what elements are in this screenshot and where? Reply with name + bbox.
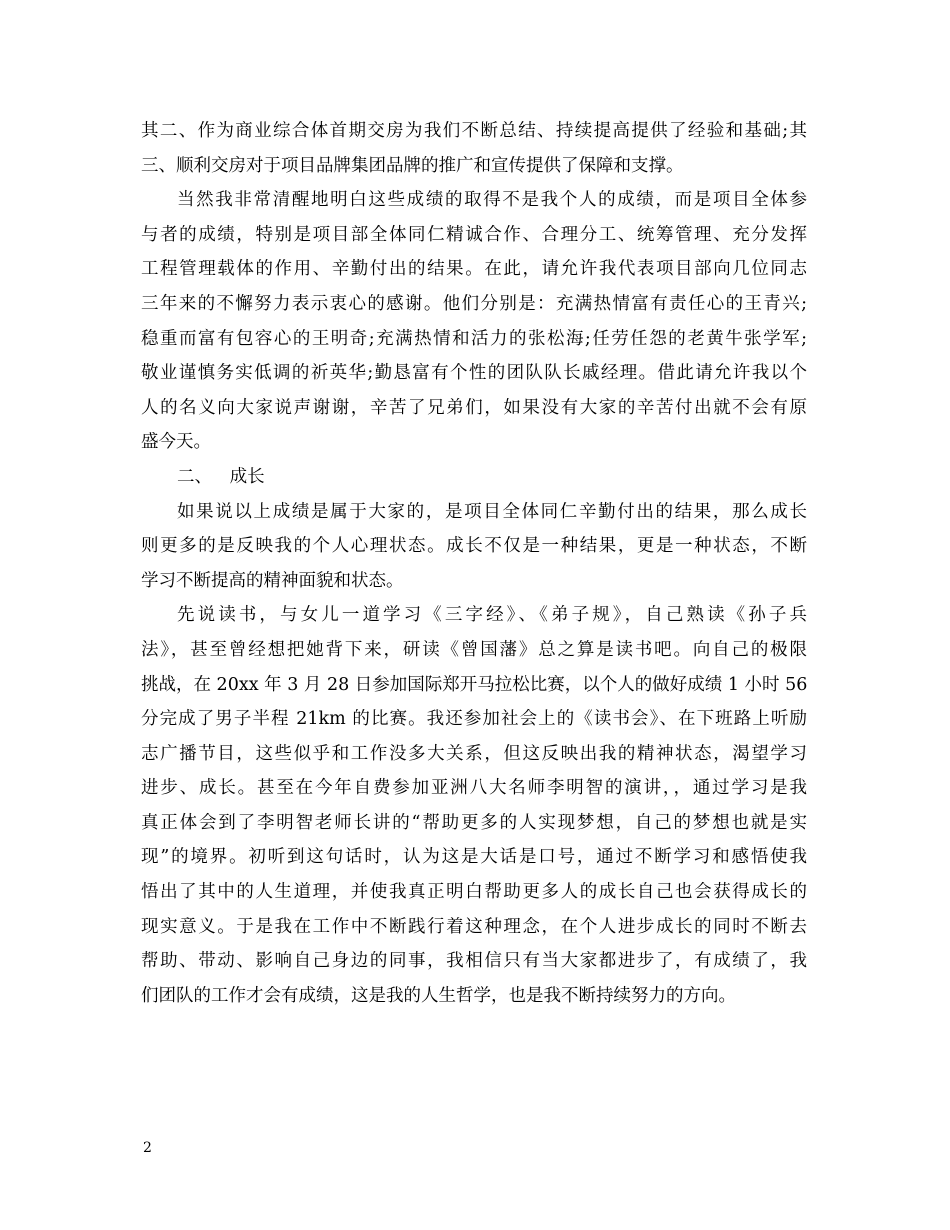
text-line: 们团队的工作才会有成绩，这是我的人生哲学，也是我不断持续努力的方向。: [141, 985, 736, 1006]
text-line: 盛今天。: [141, 432, 211, 453]
text-line: 则更多的是反映我的个人心理状态。成长不仅是一种结果，更是一种状态，不断: [141, 536, 807, 557]
text-line: 真正体会到了李明智老师长讲的“帮助更多的人实现梦想，自己的梦想也就是实: [141, 812, 807, 833]
text-line: 帮助、带动、影响自己身边的同事，我相信只有当大家都进步了，有成绩了，我: [141, 951, 807, 972]
text-line: 三、顺利交房对于项目品牌集团品牌的推广和宣传提供了保障和支撑。: [141, 155, 684, 176]
text-line: 人的名义向大家说声谢谢，辛苦了兄弟们，如果没有大家的辛苦付出就不会有原: [141, 397, 807, 418]
text-line: 工程管理载体的作用、辛勤付出的结果。在此，请允许我代表项目部向几位同志: [141, 259, 807, 280]
text-line: 先说读书，与女儿一道学习《三字经》、《弟子规》，自己熟读《孙子兵: [177, 605, 807, 626]
text-line: 现实意义。于是我在工作中不断践行着这种理念，在个人进步成长的同时不断去: [141, 916, 807, 937]
text-line: 敬业谨慎务实低调的祈英华;勤恳富有个性的团队队长戚经理。借此请允许我以个: [141, 363, 807, 384]
text-line: 分完成了男子半程 21km 的比赛。我还参加社会上的《读书会》、在下班路上听励: [141, 709, 807, 730]
body-text: [141, 114, 807, 1013]
text-line: 当然我非常清醒地明白这些成绩的取得不是我个人的成绩，而是项目全体参: [177, 190, 807, 211]
text-line: 志广播节目，这些似乎和工作没多大关系，但这反映出我的精神状态，渴望学习: [141, 743, 807, 764]
text-line: 悟出了其中的人生道理，并使我真正明白帮助更多人的成长自己也会获得成长的: [141, 882, 807, 903]
text-line: 三年来的不懈努力表示衷心的感谢。他们分别是：充满热情富有责任心的王青兴;: [141, 293, 807, 314]
text-line: 挑战，在 20xx 年 3 月 28 日参加国际郑开马拉松比赛，以个人的做好成绩 1 小时 56: [141, 674, 808, 695]
text-line: 稳重而富有包容心的王明奇;充满热情和活力的张松海;任劳任怨的老黄牛张学军;: [141, 328, 807, 349]
text-line: 法》，甚至曾经想把她背下来，研读《曾国藩》总之算是读书吧。向自己的极限: [141, 639, 807, 660]
text-line: 与者的成绩，特别是项目部全体同仁精诚合作、合理分工、统筹管理、充分发挥: [141, 224, 807, 245]
text-line: 进步、成长。甚至在今年自费参加亚洲八大名师李明智的演讲，，通过学习是我: [141, 778, 807, 799]
text-line: 其二、作为商业综合体首期交房为我们不断总结、持续提高提供了经验和基础;其: [141, 121, 807, 141]
text-line: 如果说以上成绩是属于大家的，是项目全体同仁辛勤付出的结果，那么成长: [177, 501, 807, 522]
section-heading: 二、 成长: [177, 466, 265, 487]
page-number: 2: [143, 1140, 152, 1156]
text-line: 学习不断提高的精神面貌和状态。: [141, 570, 404, 591]
text-line: 现”的境界。初听到这句话时，认为这是大话是口号，通过不断学习和感悟使我: [141, 847, 807, 868]
